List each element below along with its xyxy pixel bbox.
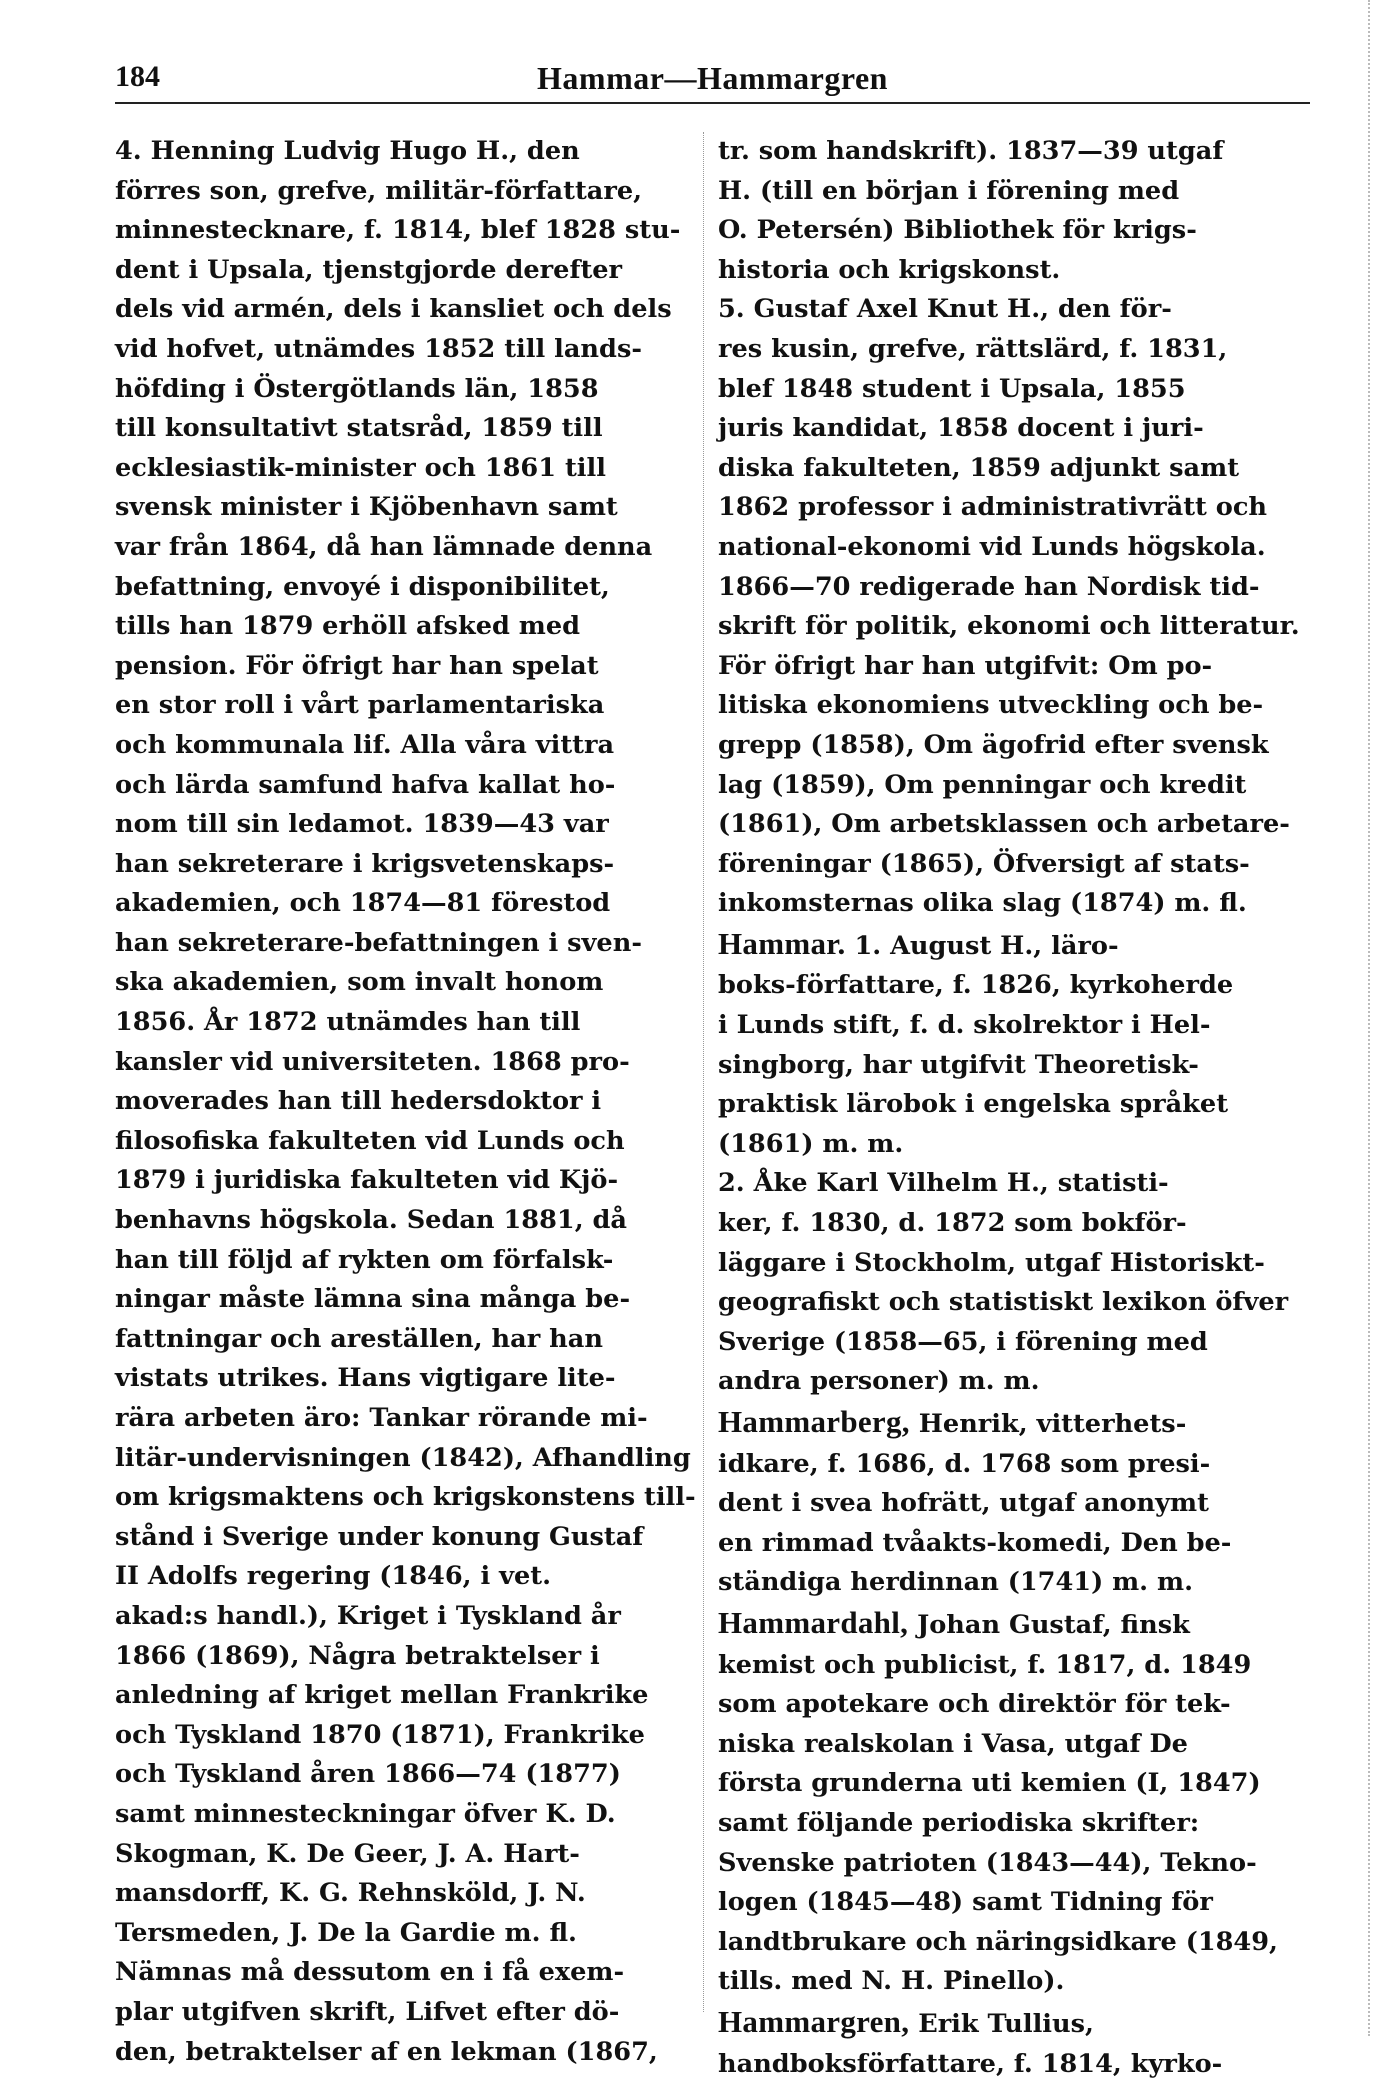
text-line: H. (till en början i förening med: [718, 172, 1293, 212]
text-line: tills. med N. H. Pinello).: [718, 1962, 1293, 2002]
text-line: ningar måste lämna sina många be-: [115, 1280, 690, 1320]
text-line: 1879 i juridiska fakulteten vid Kjö-: [115, 1161, 690, 1201]
text-line: svensk minister i Kjöbenhavn samt: [115, 488, 690, 528]
text-line: singborg, har utgifvit Theoretisk-: [718, 1046, 1293, 1086]
text-line: grepp (1858), Om ägofrid efter svensk: [718, 726, 1293, 766]
text-line: idkare, f. 1686, d. 1768 som presi-: [718, 1445, 1293, 1485]
text-line: andra personer) m. m.: [718, 1362, 1293, 1402]
text-line: fattningar och areställen, har han: [115, 1320, 690, 1360]
left-column: [115, 132, 690, 2072]
text-line: boks-författare, f. 1826, kyrkoherde: [718, 966, 1293, 1006]
text-line: akademien, och 1874—81 förestod: [115, 884, 690, 924]
entry-hammar: [718, 924, 1293, 967]
text-line: diska fakulteten, 1859 adjunkt samt: [718, 449, 1293, 489]
text-line: nom till sin ledamot. 1839—43 var: [115, 805, 690, 845]
text-line: som apotekare och direktör för tek-: [718, 1685, 1293, 1725]
page-number: 184: [115, 60, 160, 94]
text-line: (1861), Om arbetsklassen och arbetare-: [718, 805, 1293, 845]
text-line: litiska ekonomiens utveckling och be-: [718, 686, 1293, 726]
text-line: tr. som handskrift). 1837—39 utgaf: [718, 132, 1293, 172]
right-column: [718, 132, 1293, 2084]
column-divider: [703, 132, 704, 2012]
text-line: akad:s handl.), Kriget i Tyskland år: [115, 1597, 690, 1637]
page-edge-mark: [1368, 0, 1370, 2036]
text-line: 4. Henning Ludvig Hugo H., den: [115, 132, 690, 172]
entry-text: Johan Gustaf, finsk: [908, 1610, 1190, 1640]
text-line: han till följd af rykten om förfalsk-: [115, 1241, 690, 1281]
text-line: kemist och publicist, f. 1817, d. 1849: [718, 1646, 1293, 1686]
text-line: dels vid armén, dels i kansliet och dels: [115, 290, 690, 330]
text-line: den, betraktelser af en lekman (1867,: [115, 2033, 690, 2073]
text-line: kansler vid universiteten. 1868 pro-: [115, 1043, 690, 1083]
text-line: pension. För öfrigt har han spelat: [115, 647, 690, 687]
text-line: i Lunds stift, f. d. skolrektor i Hel-: [718, 1006, 1293, 1046]
text-line: han sekreterare-befattningen i sven-: [115, 924, 690, 964]
text-line: Sverige (1858—65, i förening med: [718, 1323, 1293, 1363]
text-line: praktisk lärobok i engelska språket: [718, 1085, 1293, 1125]
text-line: moverades han till hedersdoktor i: [115, 1082, 690, 1122]
text-line: historia och krigskonst.: [718, 251, 1293, 291]
text-line: minnestecknare, f. 1814, blef 1828 stu-: [115, 211, 690, 251]
text-line: vistats utrikes. Hans vigtigare lite-: [115, 1359, 690, 1399]
text-line: 1866—70 redigerade han Nordisk tid-: [718, 568, 1293, 608]
text-line: samt minnesteckningar öfver K. D.: [115, 1795, 690, 1835]
text-line: ska akademien, som invalt honom: [115, 963, 690, 1003]
text-line: anledning af kriget mellan Frankrike: [115, 1676, 690, 1716]
text-line: lag (1859), Om penningar och kredit: [718, 766, 1293, 806]
headword: Hammar.: [718, 926, 846, 961]
text-line: och lärda samfund hafva kallat ho-: [115, 766, 690, 806]
text-line: föreningar (1865), Öfversigt af stats-: [718, 845, 1293, 885]
text-line: Tersmeden, J. De la Gardie m. fl.: [115, 1914, 690, 1954]
text-line: II Adolfs regering (1846, i vet.: [115, 1557, 690, 1597]
page-header: [115, 50, 1310, 100]
text-line: en rimmad tvåakts-komedi, Den be-: [718, 1524, 1293, 1564]
text-line: res kusin, grefve, rättslärd, f. 1831,: [718, 330, 1293, 370]
text-line: en stor roll i vårt parlamentariska: [115, 686, 690, 726]
header-rule: [115, 102, 1310, 104]
text-line: dent i Upsala, tjenstgjorde derefter: [115, 251, 690, 291]
entry-hammarberg: [718, 1402, 1293, 1445]
text-line: geografiskt och statistiskt lexikon öfver: [718, 1283, 1293, 1323]
text-line: dent i svea hofrätt, utgaf anonymt: [718, 1484, 1293, 1524]
text-line: läggare i Stockholm, utgaf Historiskt-: [718, 1244, 1293, 1284]
text-line: ständiga herdinnan (1741) m. m.: [718, 1563, 1293, 1603]
text-line: 1862 professor i administrativrätt och: [718, 488, 1293, 528]
text-line: 1866 (1869), Några betraktelser i: [115, 1637, 690, 1677]
text-line: 2. Åke Karl Vilhelm H., statisti-: [718, 1164, 1293, 1204]
text-line: landtbrukare och näringsidkare (1849,: [718, 1923, 1293, 1963]
text-line: Svenske patrioten (1843—44), Tekno-: [718, 1844, 1293, 1884]
text-line: skrift för politik, ekonomi och litteratur.: [718, 607, 1293, 647]
text-line: niska realskolan i Vasa, utgaf De: [718, 1725, 1293, 1765]
text-line: och Tyskland 1870 (1871), Frankrike: [115, 1716, 690, 1756]
text-line: och Tyskland åren 1866—74 (1877): [115, 1755, 690, 1795]
text-line: plar utgifven skrift, Lifvet efter dö-: [115, 1993, 690, 2033]
text-line: logen (1845—48) samt Tidning för: [718, 1883, 1293, 1923]
headword: Hammardahl,: [718, 1605, 908, 1640]
text-line: förres son, grefve, militär-författare,: [115, 172, 690, 212]
text-line: han sekreterare i krigsvetenskaps-: [115, 845, 690, 885]
text-line: national-ekonomi vid Lunds högskola.: [718, 528, 1293, 568]
text-line: blef 1848 student i Upsala, 1855: [718, 370, 1293, 410]
text-line: litär-undervisningen (1842), Afhandling: [115, 1439, 690, 1479]
headword: Hammargren,: [718, 2004, 909, 2039]
text-line: inkomsternas olika slag (1874) m. fl.: [718, 884, 1293, 924]
text-line: vid hofvet, utnämdes 1852 till lands-: [115, 330, 690, 370]
text-line: mansdorff, K. G. Rehnsköld, J. N.: [115, 1874, 690, 1914]
text-line: Skogman, K. De Geer, J. A. Hart-: [115, 1835, 690, 1875]
text-line: höfding i Östergötlands län, 1858: [115, 370, 690, 410]
entry-hammargren: [718, 2002, 1293, 2045]
text-line: handboksförfattare, f. 1814, kyrko-: [718, 2045, 1293, 2084]
text-line: tills han 1879 erhöll afsked med: [115, 607, 690, 647]
text-line: stånd i Sverige under konung Gustaf: [115, 1518, 690, 1558]
text-line: samt följande periodiska skrifter:: [718, 1804, 1293, 1844]
headword: Hammarberg,: [718, 1404, 910, 1439]
text-line: om krigsmaktens och krigskonstens till-: [115, 1478, 690, 1518]
entry-text: 1. August H., läro-: [846, 931, 1119, 961]
text-line: ker, f. 1830, d. 1872 som bokför-: [718, 1204, 1293, 1244]
running-head: Hammar—Hammargren: [115, 60, 1310, 97]
text-line: (1861) m. m.: [718, 1125, 1293, 1165]
text-line: För öfrigt har han utgifvit: Om po-: [718, 647, 1293, 687]
text-line: rära arbeten äro: Tankar rörande mi-: [115, 1399, 690, 1439]
text-line: 5. Gustaf Axel Knut H., den för-: [718, 290, 1293, 330]
text-line: filosofiska fakulteten vid Lunds och: [115, 1122, 690, 1162]
entry-text: Erik Tullius,: [909, 2009, 1094, 2039]
entry-text: Henrik, vitterhets-: [910, 1409, 1187, 1439]
text-line: befattning, envoyé i disponibilitet,: [115, 568, 690, 608]
text-line: juris kandidat, 1858 docent i juri-: [718, 409, 1293, 449]
text-line: O. Petersén) Bibliothek för krigs-: [718, 211, 1293, 251]
text-line: Nämnas må dessutom en i få exem-: [115, 1953, 690, 1993]
text-line: ecklesiastik-minister och 1861 till: [115, 449, 690, 489]
text-line: och kommunala lif. Alla våra vittra: [115, 726, 690, 766]
text-line: första grunderna uti kemien (I, 1847): [718, 1764, 1293, 1804]
text-line: var från 1864, då han lämnade denna: [115, 528, 690, 568]
entry-hammardahl: [718, 1603, 1293, 1646]
text-line: till konsultativt statsråd, 1859 till: [115, 409, 690, 449]
text-line: 1856. År 1872 utnämdes han till: [115, 1003, 690, 1043]
text-line: benhavns högskola. Sedan 1881, då: [115, 1201, 690, 1241]
